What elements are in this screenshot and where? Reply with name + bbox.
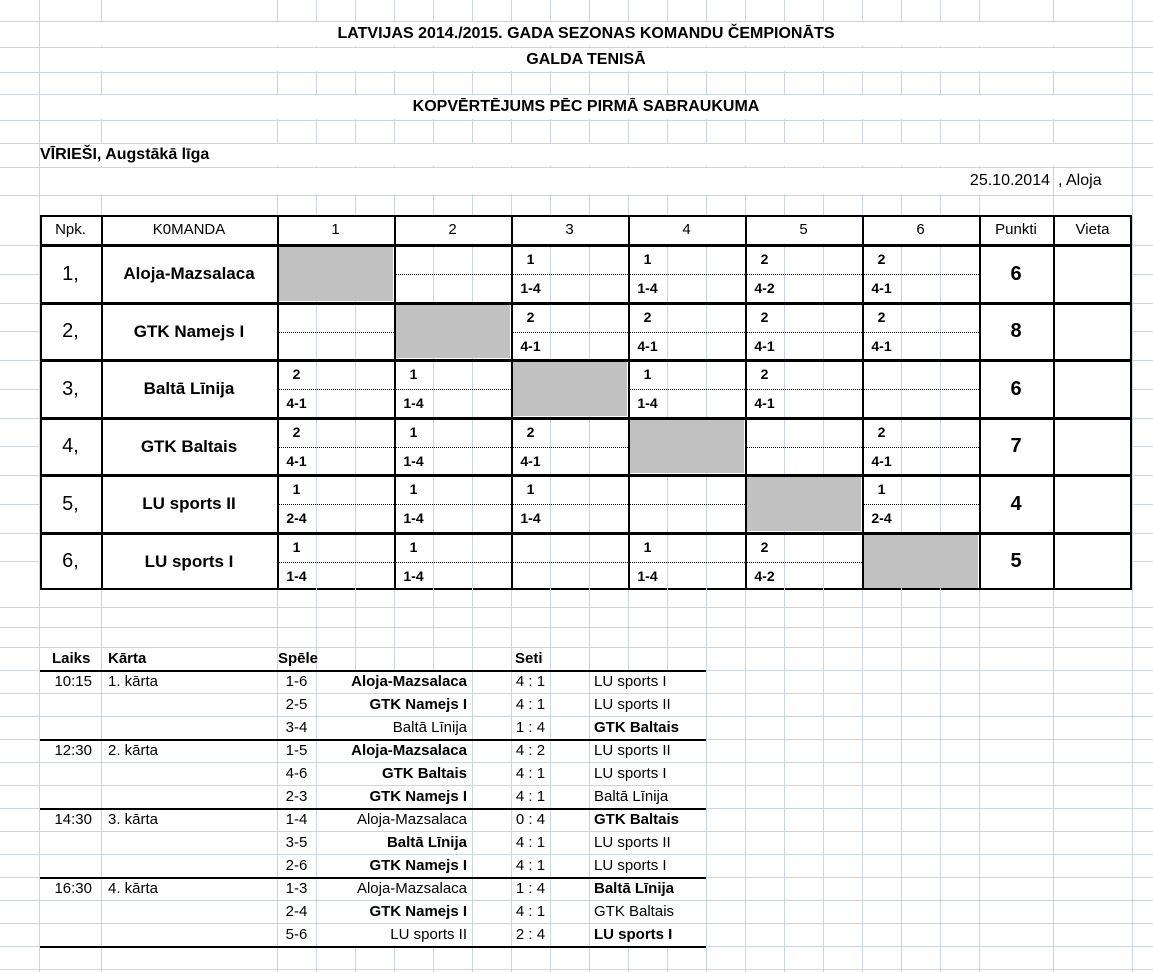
match-sets-cell[interactable]: 4-2 — [754, 568, 775, 584]
v-gridline — [1132, 0, 1133, 972]
schedule-round-cell[interactable] — [101, 900, 277, 923]
schedule-game-cell[interactable]: 4-6 — [285, 765, 308, 782]
match-sets-cell[interactable]: 4-1 — [520, 338, 541, 354]
tournament-title-line2: GALDA TENISĀ — [526, 51, 646, 68]
schedule-home-team-cell[interactable]: GTK Namejs I — [369, 788, 467, 805]
npk-cell[interactable]: 2, — [62, 320, 79, 342]
schedule-away-team-cell[interactable]: GTK Baltais — [594, 719, 680, 736]
diagonal-blocked-cell — [396, 305, 510, 358]
schedule-home-team-cell[interactable]: GTK Baltais — [381, 765, 467, 782]
match-sets-cell[interactable]: 4-1 — [637, 338, 658, 354]
match-sets-cell[interactable]: 4-1 — [754, 395, 775, 411]
schedule-round-cell[interactable] — [101, 716, 277, 739]
match-wins-cell[interactable]: 2 — [760, 539, 769, 555]
schedule-score-cell[interactable]: 1 : 4 — [515, 880, 546, 897]
schedule-home-team-cell[interactable]: Aloja-Mazsalaca — [351, 742, 467, 759]
schedule-score-cell[interactable]: 0 : 4 — [515, 811, 546, 828]
match-wins-cell[interactable]: 2 — [877, 309, 886, 325]
schedule-game-cell[interactable]: 1-3 — [285, 880, 308, 897]
points-cell[interactable]: 8 — [1010, 320, 1022, 342]
standings-header-round: 5 — [799, 221, 808, 238]
schedule-round-cell[interactable]: 2. kārta — [108, 742, 159, 759]
match-wins-cell[interactable] — [862, 360, 901, 389]
match-sets-cell[interactable]: 1-4 — [520, 510, 541, 526]
standings-header-place: Vieta — [1075, 221, 1110, 238]
match-wins-cell[interactable]: 1 — [643, 366, 652, 382]
match-sets-cell[interactable]: 1-4 — [520, 280, 541, 296]
points-cell[interactable]: 4 — [1010, 493, 1022, 515]
match-sets-cell[interactable]: 4-1 — [871, 280, 892, 296]
match-wins-cell[interactable]: 1 — [409, 424, 418, 440]
match-wins-cell[interactable]: 1 — [292, 539, 301, 555]
schedule-header-round: Kārta — [108, 650, 147, 667]
schedule-away-team-cell[interactable]: GTK Baltais — [594, 903, 675, 920]
npk-cell[interactable]: 1, — [62, 263, 79, 285]
place-cell[interactable] — [1053, 533, 1132, 590]
points-cell[interactable]: 6 — [1010, 378, 1022, 400]
match-sets-cell[interactable] — [628, 504, 667, 533]
match-sets-cell[interactable]: 4-1 — [871, 338, 892, 354]
schedule-header-sets: Seti — [515, 650, 543, 667]
place-cell[interactable] — [1053, 303, 1132, 360]
schedule-away-team-cell[interactable]: LU sports II — [594, 742, 671, 759]
schedule-home-team-cell[interactable]: Baltā Līnija — [392, 719, 467, 736]
column-separator — [628, 215, 630, 590]
schedule-home-team-cell[interactable]: GTK Namejs I — [369, 696, 467, 713]
match-wins-cell[interactable]: 1 — [292, 481, 301, 497]
diagonal-blocked-cell — [630, 420, 744, 473]
schedule-score-cell[interactable]: 1 : 4 — [515, 719, 546, 736]
schedule-game-cell[interactable]: 2-3 — [285, 788, 308, 805]
match-sets-cell[interactable]: 1-4 — [637, 395, 658, 411]
standings-header-round: 2 — [448, 221, 457, 238]
team-name-cell[interactable]: GTK Baltais — [140, 437, 238, 456]
schedule-round-cell[interactable] — [101, 831, 277, 854]
team-name-cell[interactable]: LU sports II — [142, 494, 236, 513]
column-separator — [394, 215, 396, 590]
column-separator — [1053, 215, 1055, 590]
schedule-game-cell[interactable]: 1-5 — [285, 742, 308, 759]
schedule-header-time: Laiks — [52, 650, 91, 667]
npk-cell[interactable]: 5, — [62, 493, 79, 515]
match-wins-cell[interactable]: 2 — [760, 251, 769, 267]
match-sets-cell[interactable]: 1-4 — [403, 510, 424, 526]
schedule-time-cell[interactable] — [40, 785, 97, 808]
match-sets-cell[interactable]: 4-1 — [520, 453, 541, 469]
standings-header-round: 4 — [682, 221, 691, 238]
team-name-cell[interactable]: LU sports I — [144, 552, 234, 571]
tournament-title-line1: LATVIJAS 2014./2015. GADA SEZONAS KOMANDU ČEMPIONĀTS — [337, 25, 835, 42]
schedule-game-cell[interactable]: 1-4 — [285, 811, 308, 828]
standings-header-round: 3 — [565, 221, 574, 238]
schedule-game-cell[interactable]: 2-5 — [285, 696, 308, 713]
schedule-time-cell[interactable] — [40, 831, 97, 854]
schedule-home-team-cell[interactable]: Baltā Līnija — [386, 834, 467, 851]
points-cell[interactable]: 6 — [1010, 263, 1022, 285]
points-cell[interactable]: 7 — [1010, 435, 1022, 457]
match-sets-cell[interactable] — [277, 332, 316, 360]
place-cell[interactable] — [1053, 360, 1132, 418]
match-wins-cell[interactable]: 1 — [526, 251, 535, 267]
schedule-time-cell[interactable]: 12:30 — [54, 742, 92, 759]
diagonal-blocked-cell — [747, 477, 861, 531]
points-cell[interactable]: 5 — [1010, 550, 1022, 572]
match-sets-cell[interactable]: 4-1 — [286, 453, 307, 469]
diagonal-blocked-cell — [279, 247, 393, 301]
schedule-away-team-cell[interactable]: GTK Baltais — [594, 811, 680, 828]
match-wins-cell[interactable]: 2 — [526, 309, 535, 325]
schedule-round-cell[interactable]: 3. kārta — [108, 811, 159, 828]
schedule-home-team-cell[interactable]: Aloja-Mazsalaca — [356, 880, 467, 897]
match-sets-cell[interactable]: 2-4 — [871, 510, 892, 526]
match-sets-cell[interactable] — [511, 562, 550, 590]
schedule-game-cell[interactable]: 2-4 — [285, 903, 308, 920]
h-gridline — [0, 72, 1153, 73]
match-sets-cell[interactable]: 4-1 — [754, 338, 775, 354]
column-separator — [745, 215, 747, 590]
schedule-round-cell[interactable] — [101, 854, 277, 877]
schedule-time-cell[interactable] — [40, 716, 97, 739]
schedule-away-team-cell[interactable]: Baltā Līnija — [594, 880, 675, 897]
date-label: 25.10.2014 — [969, 172, 1050, 189]
column-separator — [511, 215, 513, 590]
h-gridline — [0, 627, 1153, 628]
schedule-round-cell[interactable] — [101, 762, 277, 785]
schedule-round-cell[interactable] — [101, 693, 277, 716]
match-wins-cell[interactable]: 2 — [760, 309, 769, 325]
column-separator — [101, 215, 103, 590]
column-separator — [277, 215, 279, 590]
standings-header-npk: Npk. — [55, 221, 86, 238]
schedule-home-team-cell[interactable]: Aloja-Mazsalaca — [351, 673, 467, 690]
standings-header-team: K0MANDA — [152, 221, 226, 238]
schedule-home-team-cell[interactable]: GTK Namejs I — [369, 903, 467, 920]
match-wins-cell[interactable]: 2 — [526, 424, 535, 440]
schedule-group-separator — [40, 946, 706, 948]
match-wins-cell[interactable]: 2 — [877, 251, 886, 267]
match-sets-cell[interactable]: 1-4 — [403, 568, 424, 584]
schedule-away-team-cell[interactable]: LU sports II — [594, 696, 671, 713]
diagonal-blocked-cell — [864, 535, 978, 588]
category-label: VĪRIEŠI, Augstākā līga — [40, 146, 210, 163]
schedule-score-cell[interactable]: 4 : 1 — [515, 903, 546, 920]
match-wins-cell[interactable]: 2 — [643, 309, 652, 325]
standings-header-round: 1 — [331, 221, 340, 238]
match-sets-cell[interactable]: 4-1 — [286, 395, 307, 411]
match-sets-cell[interactable]: 2-4 — [286, 510, 307, 526]
match-sets-cell[interactable] — [862, 389, 901, 418]
match-wins-cell[interactable]: 2 — [760, 366, 769, 382]
place-cell[interactable] — [1053, 245, 1132, 303]
schedule-game-cell[interactable]: 2-6 — [285, 857, 308, 874]
schedule-score-cell[interactable]: 4 : 1 — [515, 765, 546, 782]
match-sets-cell[interactable]: 4-1 — [871, 453, 892, 469]
schedule-home-team-cell[interactable]: LU sports II — [390, 926, 467, 943]
match-wins-cell[interactable]: 2 — [292, 424, 301, 440]
match-wins-cell[interactable] — [745, 418, 784, 447]
column-separator — [979, 215, 981, 590]
schedule-time-cell[interactable]: 10:15 — [54, 673, 92, 690]
schedule-time-cell[interactable]: 16:30 — [54, 880, 92, 897]
standings-header-points: Punkti — [995, 221, 1037, 238]
team-name-cell[interactable]: Aloja-Mazsalaca — [123, 264, 255, 283]
team-name-cell[interactable]: GTK Namejs I — [133, 322, 245, 341]
schedule-score-cell[interactable]: 4 : 1 — [515, 834, 546, 851]
schedule-away-team-cell[interactable]: LU sports I — [594, 765, 667, 782]
match-wins-cell[interactable] — [511, 533, 550, 562]
schedule-header-game: Spēle — [278, 650, 319, 667]
schedule-time-cell[interactable] — [40, 693, 97, 716]
match-sets-cell[interactable]: 1-4 — [637, 280, 658, 296]
h-gridline — [0, 969, 1153, 970]
match-sets-cell[interactable]: 4-2 — [754, 280, 775, 296]
match-sets-cell[interactable] — [745, 447, 784, 475]
schedule-round-cell[interactable]: 4. kārta — [108, 880, 159, 897]
match-wins-cell[interactable]: 1 — [409, 539, 418, 555]
npk-cell[interactable]: 4, — [62, 435, 79, 457]
schedule-score-cell[interactable]: 4 : 1 — [515, 788, 546, 805]
schedule-home-team-cell[interactable]: Aloja-Mazsalaca — [356, 811, 467, 828]
schedule-score-cell[interactable]: 4 : 2 — [515, 742, 546, 759]
match-wins-cell[interactable] — [394, 245, 433, 274]
schedule-game-cell[interactable]: 1-6 — [285, 673, 308, 690]
column-separator — [862, 215, 864, 590]
place-cell[interactable] — [1053, 418, 1132, 475]
match-wins-cell[interactable]: 1 — [526, 481, 535, 497]
schedule-home-team-cell[interactable]: GTK Namejs I — [369, 857, 467, 874]
standings-header-round: 6 — [916, 221, 925, 238]
schedule-round-cell[interactable]: 1. kārta — [108, 673, 159, 690]
schedule-score-cell[interactable]: 4 : 1 — [515, 857, 546, 874]
match-wins-cell[interactable]: 1 — [409, 366, 418, 382]
npk-cell[interactable]: 3, — [62, 378, 79, 400]
schedule-away-team-cell[interactable]: LU sports II — [594, 834, 671, 851]
h-gridline — [0, 607, 1153, 608]
schedule-score-cell[interactable]: 2 : 4 — [515, 926, 546, 943]
team-name-cell[interactable]: Baltā Līnija — [143, 379, 235, 398]
match-sets-cell[interactable]: 1-4 — [286, 568, 307, 584]
h-gridline — [0, 120, 1153, 121]
schedule-time-cell[interactable] — [40, 923, 97, 946]
match-wins-cell[interactable] — [277, 303, 316, 332]
schedule-game-cell[interactable]: 3-5 — [285, 834, 308, 851]
match-wins-cell[interactable] — [628, 475, 667, 504]
schedule-round-cell[interactable] — [101, 785, 277, 808]
schedule-game-cell[interactable]: 3-4 — [285, 719, 308, 736]
location-label: , Aloja — [1058, 172, 1102, 189]
place-cell[interactable] — [1053, 475, 1132, 533]
match-sets-cell[interactable] — [394, 274, 433, 303]
schedule-score-cell[interactable]: 4 : 1 — [515, 696, 546, 713]
match-wins-cell[interactable]: 1 — [643, 251, 652, 267]
h-gridline — [0, 195, 1153, 196]
match-wins-cell[interactable]: 1 — [409, 481, 418, 497]
schedule-game-cell[interactable]: 5-6 — [285, 926, 308, 943]
schedule-time-cell[interactable]: 14:30 — [54, 811, 92, 828]
match-wins-cell[interactable]: 1 — [643, 539, 652, 555]
schedule-score-cell[interactable]: 4 : 1 — [515, 673, 546, 690]
match-sets-cell[interactable]: 1-4 — [403, 395, 424, 411]
schedule-away-team-cell[interactable]: LU sports I — [594, 857, 667, 874]
schedule-away-team-cell[interactable]: LU sports I — [594, 673, 667, 690]
match-sets-cell[interactable]: 1-4 — [637, 568, 658, 584]
report-subtitle: KOPVĒRTĒJUMS PĒC PIRMĀ SABRAUKUMA — [412, 98, 760, 115]
schedule-time-cell[interactable] — [40, 900, 97, 923]
diagonal-blocked-cell — [513, 362, 627, 416]
match-wins-cell[interactable]: 2 — [292, 366, 301, 382]
match-wins-cell[interactable]: 2 — [877, 424, 886, 440]
schedule-away-team-cell[interactable]: LU sports I — [594, 926, 673, 943]
schedule-time-cell[interactable] — [40, 762, 97, 785]
npk-cell[interactable]: 6, — [62, 550, 79, 572]
schedule-round-cell[interactable] — [101, 923, 277, 946]
match-sets-cell[interactable]: 1-4 — [403, 453, 424, 469]
schedule-time-cell[interactable] — [40, 854, 97, 877]
match-wins-cell[interactable]: 1 — [877, 481, 886, 497]
schedule-away-team-cell[interactable]: Baltā Līnija — [594, 788, 669, 805]
